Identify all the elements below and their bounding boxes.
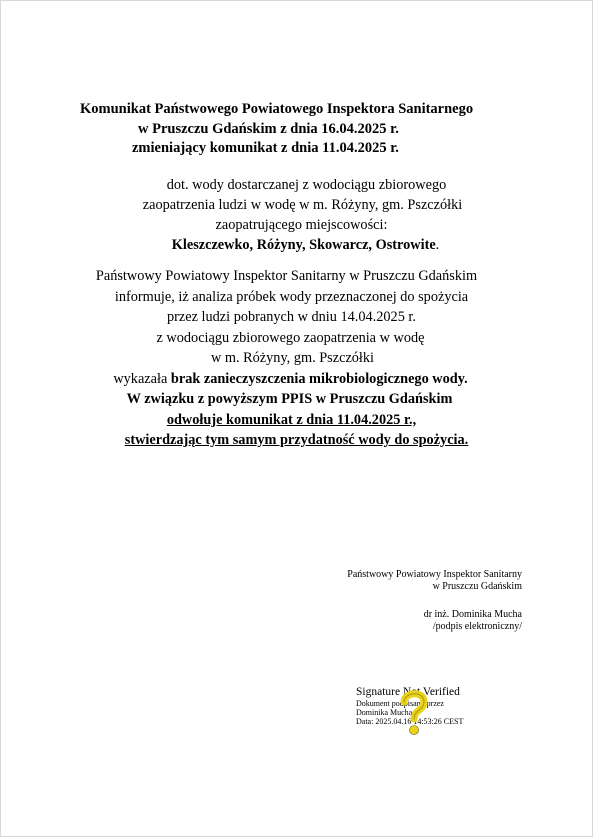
title-line-1: Komunikat Państwowego Powiatowego Inspektora Sanitarnego <box>80 101 474 117</box>
announcement-body <box>0 266 593 451</box>
body-line-4: z wodociągu zbiorowego zaopatrzenia w wodę <box>156 329 425 346</box>
result-statement: brak zanieczyszczenia mikrobiologicznego wody. <box>170 370 468 387</box>
body-line-7: W związku z powyższym PPIS w Pruszczu Gdańskim <box>126 391 453 407</box>
title-line-2: w Pruszczu Gdańskim z dnia 16.04.2025 r. <box>138 120 399 137</box>
subject-line-3: zaopatrującego miejscowości: <box>215 217 388 233</box>
signed-by-label: Dokument podpisany przez <box>356 699 444 708</box>
subject-line-1: dot. wody dostarczanej z wodociągu zbiorowego <box>166 177 447 193</box>
signature-verification[interactable] <box>356 686 463 726</box>
body-line-3: przez ludzi pobranych w dniu 14.04.2025 r. <box>167 309 416 325</box>
body-line-5: w m. Różyny, gm. Pszczółki <box>210 350 375 366</box>
verification-status: Signature Not Verified <box>356 686 460 698</box>
signature-block <box>347 569 522 633</box>
subject-line-2: zaopatrzenia ludzi w wodę w m. Różyny, gm. Pszczółki <box>142 197 463 213</box>
localities-period: . <box>435 237 440 253</box>
body-line-2: informuje, iż analiza próbek wody przeznaczonej do spożycia <box>114 288 469 305</box>
signatory-title-2: w Pruszczu Gdańskim <box>432 581 522 592</box>
signatory-name: dr inż. Dominika Mucha <box>423 609 522 620</box>
signature-date: Data: 2025.04.16 14:53:26 CEST <box>356 717 464 726</box>
signatory-title-1: Państwowy Powiatowy Inspektor Sanitarny <box>347 569 522 580</box>
body-line-1: Państwowy Powiatowy Inspektor Sanitarny w Pruszczu Gdańskim <box>95 268 478 284</box>
fitness-statement: stwierdzając tym samym przydatność wody do spożycia. <box>124 432 469 448</box>
body-line-6 <box>0 369 587 390</box>
signer-name: Dominika Mucha <box>356 708 413 717</box>
body-line-6-prefix: wykazała <box>113 370 171 387</box>
localities-line <box>9 235 593 255</box>
subject-block <box>0 175 593 255</box>
document-title <box>0 100 593 159</box>
signature-note: /podpis elektroniczny/ <box>432 621 522 632</box>
revocation-statement: odwołuje komunikat z dnia 11.04.2025 r., <box>166 411 417 428</box>
title-line-3: zmieniający komunikat z dnia 11.04.2025 r. <box>132 140 399 156</box>
localities: Kleszczewko, Różyny, Skowarcz, Ostrowite <box>171 237 436 253</box>
